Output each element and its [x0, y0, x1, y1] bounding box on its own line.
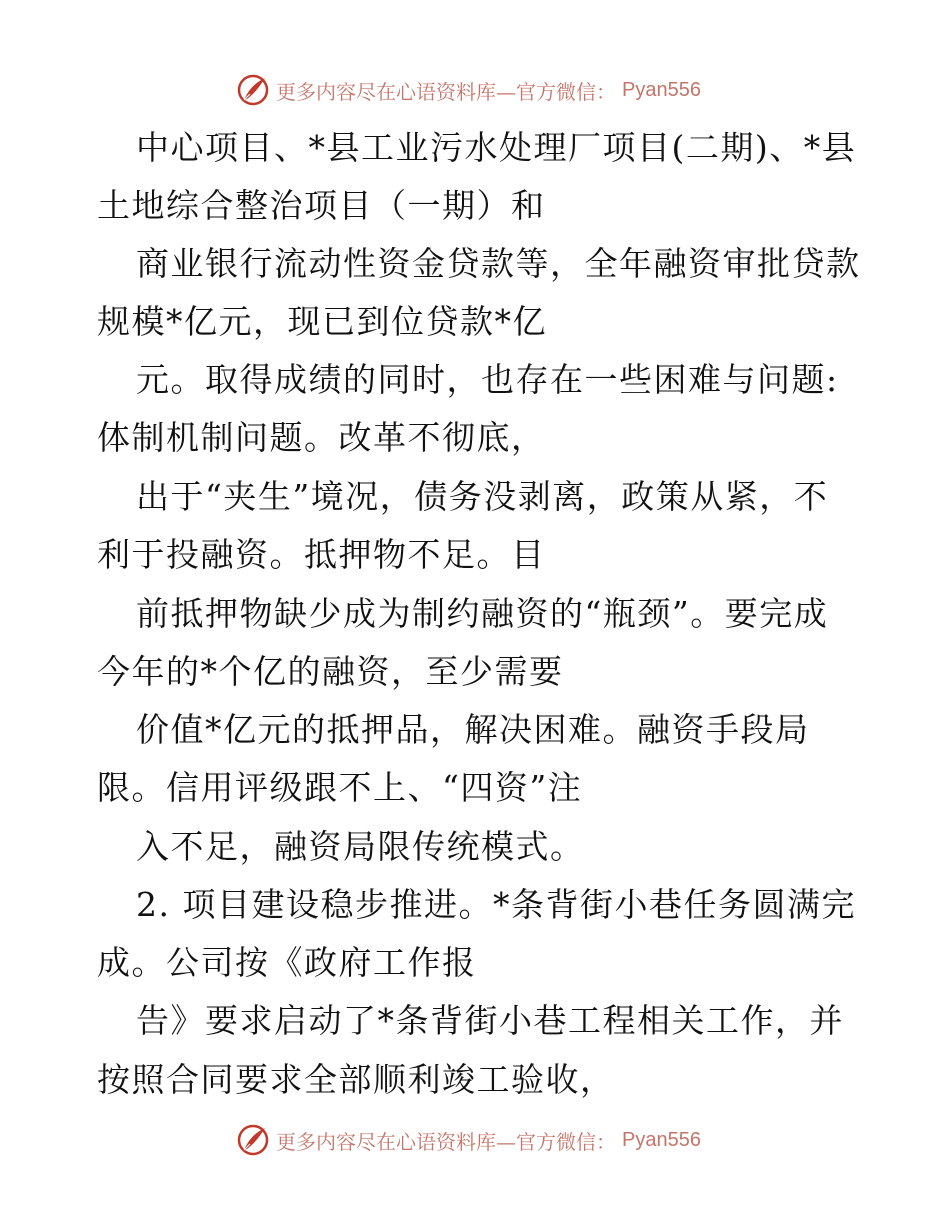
- quill-logo-icon: [236, 73, 270, 107]
- text-line: 今年的*个亿的融资，至少需要: [97, 652, 564, 691]
- text-line: 体制机制问题。改革不彻底，: [97, 418, 546, 457]
- text-line: 规模*亿元，现已到位贷款*亿: [97, 302, 547, 341]
- quill-logo-icon: [236, 1123, 270, 1157]
- watermark-text: 更多内容尽在心语资料库—官方微信：: [276, 79, 616, 104]
- text-line: 价值*亿元的抵押品，解决困难。融资手段局: [136, 710, 810, 749]
- text-line: 土地综合整治项目（一期）和: [97, 186, 546, 225]
- watermark-wechat-id: Pyan556: [622, 1128, 701, 1151]
- footer-watermark: [236, 1122, 756, 1158]
- text-line: 出于“夹生”境况，债务没剥离，政策从紧，不: [136, 477, 829, 516]
- text-line: 入不足，融资局限传统模式。: [136, 827, 585, 866]
- text-line: 前抵押物缺少成为制约融资的“瓶颈”。要完成: [136, 594, 829, 633]
- text-line: 限。信用评级跟不上、“四资”注: [97, 768, 583, 807]
- text-line: 元。取得成绩的同时，也存在一些困难与问题:: [136, 360, 839, 399]
- text-line: 商业银行流动性资金贷款等，全年融资审批贷款: [136, 244, 861, 283]
- text-line: 中心项目、*县工业污水处理厂项目(二期)、*县: [136, 128, 857, 167]
- text-line: 2. 项目建设稳步推进。*条背街小巷任务圆满完: [136, 885, 856, 924]
- watermark-wechat-id: Pyan556: [622, 78, 701, 101]
- watermark-text: 更多内容尽在心语资料库—官方微信：: [276, 1129, 616, 1154]
- text-line: 按照合同要求全部顺利竣工验收，: [97, 1060, 615, 1099]
- text-line: 成。公司按《政府工作报: [97, 943, 477, 982]
- header-watermark: [236, 72, 756, 108]
- text-line: 利于投融资。抵押物不足。目: [97, 535, 546, 574]
- text-line: 告》要求启动了*条背街小巷工程相关工作，并: [136, 1001, 844, 1040]
